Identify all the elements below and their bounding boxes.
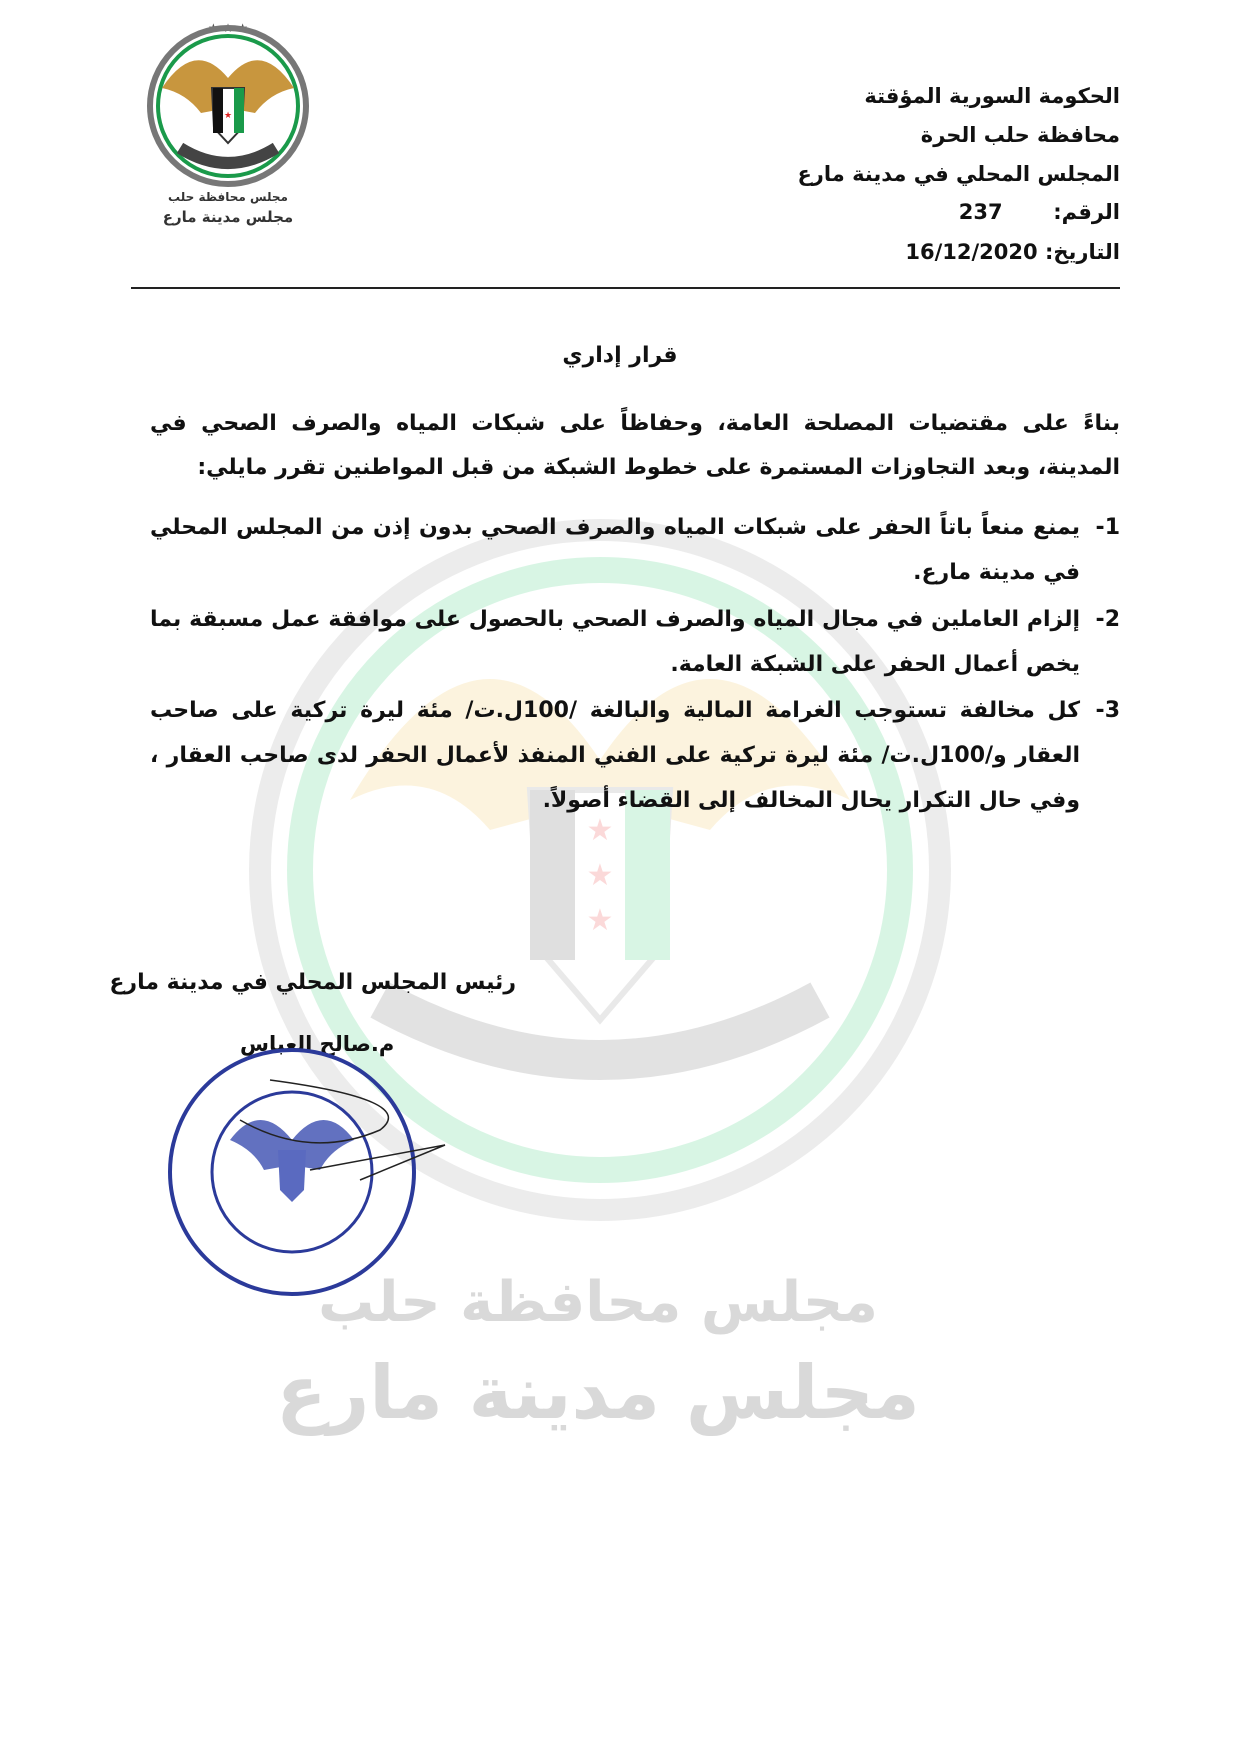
watermark-line-1: مجلس محافظة حلب xyxy=(318,1270,878,1335)
decision-item xyxy=(150,597,1120,687)
header-governorate: محافظة حلب الحرة xyxy=(920,123,1120,147)
logo-caption-city: مجلس مدينة مارع xyxy=(162,208,294,226)
item-text: يمنع منعاً باتاً الحفر على شبكات المياه والصرف الصحي بدون إذن من المجلس المحلي في مدينة مارع. xyxy=(150,515,1080,585)
svg-text:★ ★ ★: ★ ★ ★ xyxy=(208,21,248,35)
signatory-title: رئيس المجلس المحلي في مدينة مارع xyxy=(109,970,516,995)
header-council: المجلس المحلي في مدينة مارع xyxy=(797,162,1120,186)
item-text: كل مخالفة تستوجب الغرامة المالية والبالغة /100ل.ت/ مئة ليرة تركية على صاحب العقار و/100ل.ت/ مئة ليرة تركية على الفني المنفذ لأعمال الحفر لدى صاحب العقار ، وفي حال التكرار يحال المخالف إلى القضاء أصولاً. xyxy=(150,698,1080,813)
item-text: إلزام العاملين في مجال المياه والصرف الصحي بالحصول على موافقة عمل مسبقة بما يخص أعمال الحفر على الشبكة العامة. xyxy=(150,607,1080,677)
council-logo xyxy=(140,18,316,188)
header-number xyxy=(959,200,1120,224)
official-stamp xyxy=(160,1040,450,1310)
number-label: الرقم: xyxy=(1053,200,1120,224)
intro-paragraph: بناءً على مقتضيات المصلحة العامة، وحفاظاً على شبكات المياه والصرف الصحي في المدينة، وبعد التجاوزات المستمرة على خطوط الشبكة من قبل المواطنين تقرر مايلي: xyxy=(150,411,1120,480)
svg-text:★: ★ xyxy=(586,858,614,893)
svg-text:★: ★ xyxy=(223,111,233,121)
item-number: 2- xyxy=(1095,607,1120,632)
header-government: الحكومة السورية المؤقتة xyxy=(864,84,1120,108)
item-number: 1- xyxy=(1095,515,1120,540)
svg-text:★: ★ xyxy=(586,903,614,938)
signatory-name: م.صالح العباس xyxy=(240,1032,395,1056)
document-title: قرار إداري xyxy=(562,343,678,368)
date-label: التاريخ: xyxy=(1044,240,1120,264)
svg-text:★: ★ xyxy=(586,813,614,848)
number-value: 237 xyxy=(958,200,1003,224)
item-number: 3- xyxy=(1095,698,1120,723)
header-divider xyxy=(131,287,1120,289)
decision-item xyxy=(150,505,1120,595)
date-value: 16/12/2020 xyxy=(905,240,1038,264)
header-date xyxy=(905,240,1120,264)
logo-caption-governorate: مجلس محافظة حلب xyxy=(168,190,288,204)
watermark-line-2: مجلس مدينة مارع xyxy=(276,1350,920,1436)
decision-item xyxy=(150,688,1120,823)
